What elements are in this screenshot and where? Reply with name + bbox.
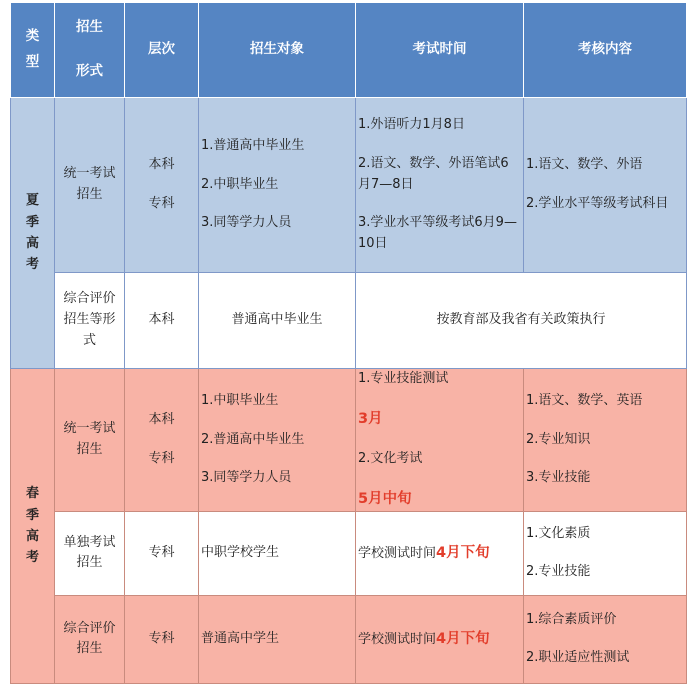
level-cell: 专科 — [125, 511, 199, 595]
table-row — [11, 273, 687, 369]
table-row — [11, 595, 687, 683]
content-cell: 1.文化素质 2.专业技能 — [524, 511, 687, 595]
level-cell: 专科 — [125, 595, 199, 683]
target-cell: 中职学校学生 — [199, 511, 356, 595]
content-cell: 1.语文、数学、外语 2.学业水平等级考试科目 — [524, 98, 687, 273]
level-cell: 本科 — [125, 273, 199, 369]
form-cell: 综合评价 招生 — [55, 595, 125, 683]
content-cell: 1.综合素质评价 2.职业适应性测试 — [524, 595, 687, 683]
exam-time-cell: 学校测试时间4月下旬 — [356, 511, 524, 595]
header-level: 层次 — [125, 3, 199, 98]
level-cell: 本科 专科 — [125, 98, 199, 273]
header-exam-time: 考试时间 — [356, 3, 524, 98]
target-cell: 1.普通高中毕业生 2.中职毕业生 3.同等学力人员 — [199, 98, 356, 273]
highlight-date: 4月下旬 — [436, 544, 490, 561]
form-cell: 统一考试 招生 — [55, 98, 125, 273]
exam-time-cell: 1.专业技能测试 3月 2.文化考试 5月中旬 — [356, 369, 524, 512]
table-row — [11, 369, 687, 512]
form-cell: 统一考试 招生 — [55, 369, 125, 512]
highlight-date: 3月 — [358, 410, 383, 427]
category-spring: 春 季 高 考 — [11, 369, 55, 684]
form-cell: 单独考试 招生 — [55, 511, 125, 595]
header-content: 考核内容 — [524, 3, 687, 98]
table-row — [11, 98, 687, 273]
table-row — [11, 511, 687, 595]
target-cell: 普通高中毕业生 — [199, 273, 356, 369]
highlight-date: 5月中旬 — [358, 490, 412, 507]
table-header-row — [11, 3, 687, 98]
header-form: 招生 形式 — [55, 3, 125, 98]
category-summer: 夏 季 高 考 — [11, 98, 55, 369]
admission-table — [10, 2, 687, 684]
exam-time-cell: 学校测试时间4月下旬 — [356, 595, 524, 683]
admission-table-wrapper — [10, 2, 687, 684]
highlight-date: 4月下旬 — [436, 630, 490, 647]
form-cell: 综合评价 招生等形 式 — [55, 273, 125, 369]
target-cell: 普通高中学生 — [199, 595, 356, 683]
target-cell: 1.中职毕业生 2.普通高中毕业生 3.同等学力人员 — [199, 369, 356, 512]
content-cell: 1.语文、数学、英语 2.专业知识 3.专业技能 — [524, 369, 687, 512]
policy-cell: 按教育部及我省有关政策执行 — [356, 273, 687, 369]
exam-time-cell: 1.外语听力1月8日 2.语文、数学、外语笔试6月7—8日 3.学业水平等级考试6月9—10日 — [356, 98, 524, 273]
level-cell: 本科 专科 — [125, 369, 199, 512]
header-target: 招生对象 — [199, 3, 356, 98]
header-type: 类 型 — [11, 3, 55, 98]
